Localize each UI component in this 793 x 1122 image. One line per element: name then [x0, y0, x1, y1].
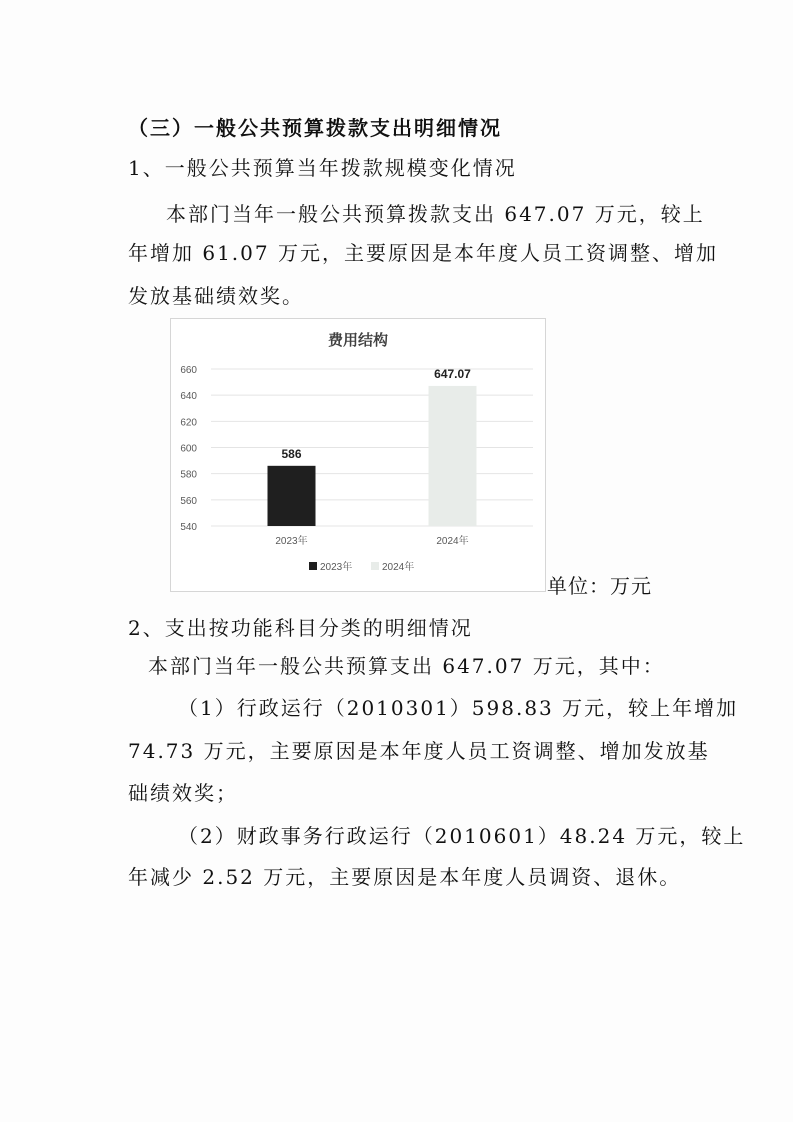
- item-1-line: （1）行政运行（2010301）598.83 万元，较上年增加: [178, 696, 739, 720]
- paragraph-line: 发放基础绩效奖。: [128, 284, 304, 308]
- section-heading: （三）一般公共预算拨款支出明细情况: [128, 116, 502, 140]
- intro-line: 本部门当年一般公共预算支出 647.07 万元，其中：: [148, 654, 665, 678]
- legend-swatch: [371, 562, 379, 570]
- item-1-line: 础绩效奖；: [128, 781, 238, 805]
- legend-label: 2024年: [382, 562, 415, 573]
- bar: [429, 386, 477, 526]
- y-tick-label: 540: [180, 522, 197, 533]
- paragraph-line: 年增加 61.07 万元，主要原因是本年度人员工资调整、增加: [128, 241, 718, 265]
- item-1-line: 74.73 万元，主要原因是本年度人员工资调整、增加发放基: [128, 739, 710, 763]
- data-label: 586: [281, 446, 302, 461]
- y-tick-label: 580: [180, 469, 197, 481]
- expense-structure-chart: [170, 318, 546, 592]
- item-2-line: （2）财政事务行政运行（2010601）48.24 万元，较上: [178, 824, 746, 848]
- y-tick-label: 600: [180, 443, 197, 455]
- item-2-line: 年减少 2.52 万元，主要原因是本年度人员调资、退休。: [128, 865, 682, 889]
- y-tick-label: 660: [180, 365, 197, 376]
- subsection-1-heading: 1、一般公共预算当年拨款规模变化情况: [128, 156, 517, 180]
- chart-canvas: [171, 319, 545, 591]
- x-category-label: 2023年: [275, 536, 308, 547]
- legend-label: 2023年: [320, 562, 353, 573]
- paragraph-line: 本部门当年一般公共预算拨款支出 647.07 万元，较上: [166, 202, 705, 226]
- chart-title: 费用结构: [327, 331, 389, 349]
- unit-label: 单位：万元: [547, 574, 652, 598]
- legend-swatch: [309, 562, 317, 570]
- y-tick-label: 560: [180, 495, 197, 507]
- subsection-2-heading: 2、支出按功能科目分类的明细情况: [128, 616, 473, 640]
- x-category-label: 2024年: [436, 536, 469, 547]
- y-tick-label: 620: [180, 417, 197, 429]
- bar: [268, 466, 316, 526]
- y-tick-label: 640: [180, 391, 197, 403]
- data-label: 647.07: [434, 366, 471, 381]
